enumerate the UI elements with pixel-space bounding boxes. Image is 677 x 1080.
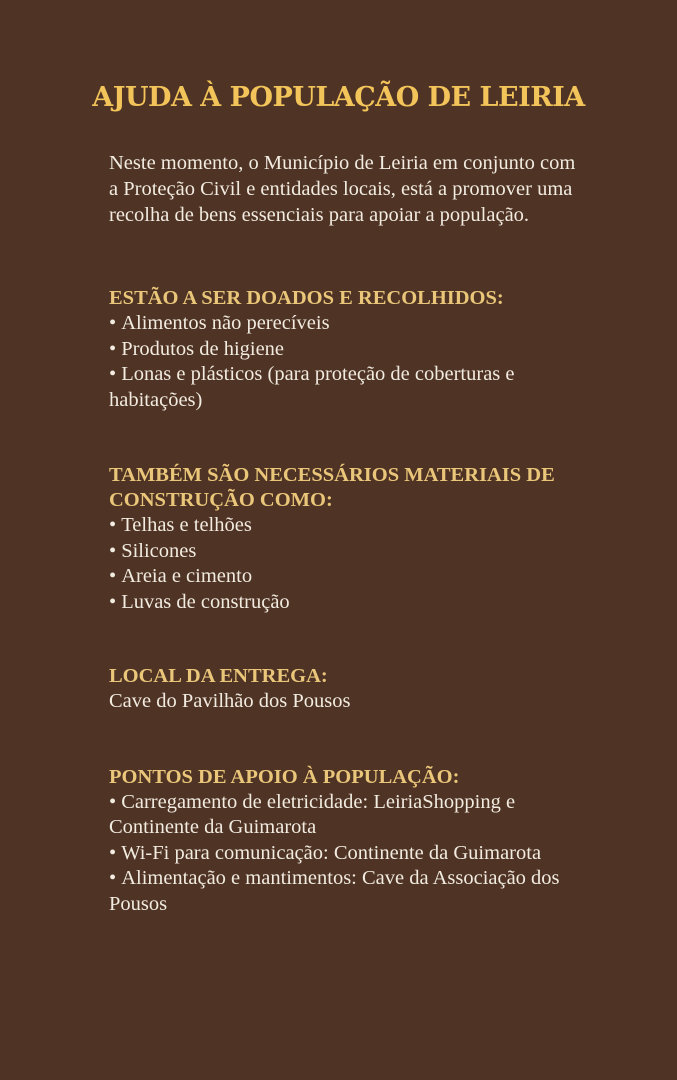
bullet-icon: • — [109, 514, 117, 536]
list-item: • Alimentação e mantimentos: Cave da Associação dos Pousos — [109, 867, 560, 915]
construction-list — [109, 513, 579, 615]
list-item: • Carregamento de eletricidade: LeiriaShopping e Continente da Guimarota — [109, 790, 516, 838]
bullet-icon: • — [109, 312, 117, 334]
bullet-icon: • — [109, 867, 117, 889]
support-points-list — [109, 790, 579, 918]
bullet-icon: • — [109, 363, 117, 385]
section-heading-delivery: LOCAL DA ENTREGA: — [109, 665, 328, 687]
section-donations — [109, 286, 579, 413]
list-item: • Wi-Fi para comunicação: Continente da Guimarota — [109, 841, 579, 867]
section-heading-construction: TAMBÉM SÃO NECESSÁRIOS MATERIAIS DE CONSTRUÇÃO COMO: — [109, 464, 555, 511]
list-item: • Lonas e plásticos (para proteção de coberturas e habitações) — [109, 363, 515, 411]
section-support-points — [109, 765, 579, 918]
bullet-icon: • — [109, 841, 117, 864]
list-item: • Produtos de higiene — [109, 337, 579, 363]
donations-list — [109, 311, 579, 413]
bullet-icon: • — [109, 337, 117, 360]
section-heading-donations: ESTÃO A SER DOADOS E RECOLHIDOS: — [109, 287, 504, 309]
list-item: • Areia e cimento — [109, 564, 579, 590]
delivery-location-text: Cave do Pavilhão dos Pousos — [109, 690, 351, 712]
section-delivery-location — [109, 664, 579, 715]
bullet-icon: • — [109, 590, 117, 613]
section-heading-support: PONTOS DE APOIO À POPULAÇÃO: — [109, 765, 460, 788]
list-item: • Alimentos não perecíveis — [109, 311, 579, 337]
bullet-icon: • — [109, 565, 117, 587]
bullet-icon: • — [109, 539, 117, 562]
list-item: • Silicones — [109, 539, 579, 565]
content-body — [109, 150, 579, 917]
bullet-icon: • — [109, 790, 117, 813]
list-item: • Telhas e telhões — [109, 513, 579, 539]
intro-paragraph: Neste momento, o Município de Leiria em conjunto com a Proteção Civil e entidades locais, está a promover uma recolha de bens essenciais para apoiar a população. — [109, 152, 576, 226]
list-item: • Luvas de construção — [109, 590, 579, 616]
page-title: AJUDA À POPULAÇÃO DE LEIRIA — [92, 82, 585, 114]
section-construction-materials — [109, 463, 579, 615]
